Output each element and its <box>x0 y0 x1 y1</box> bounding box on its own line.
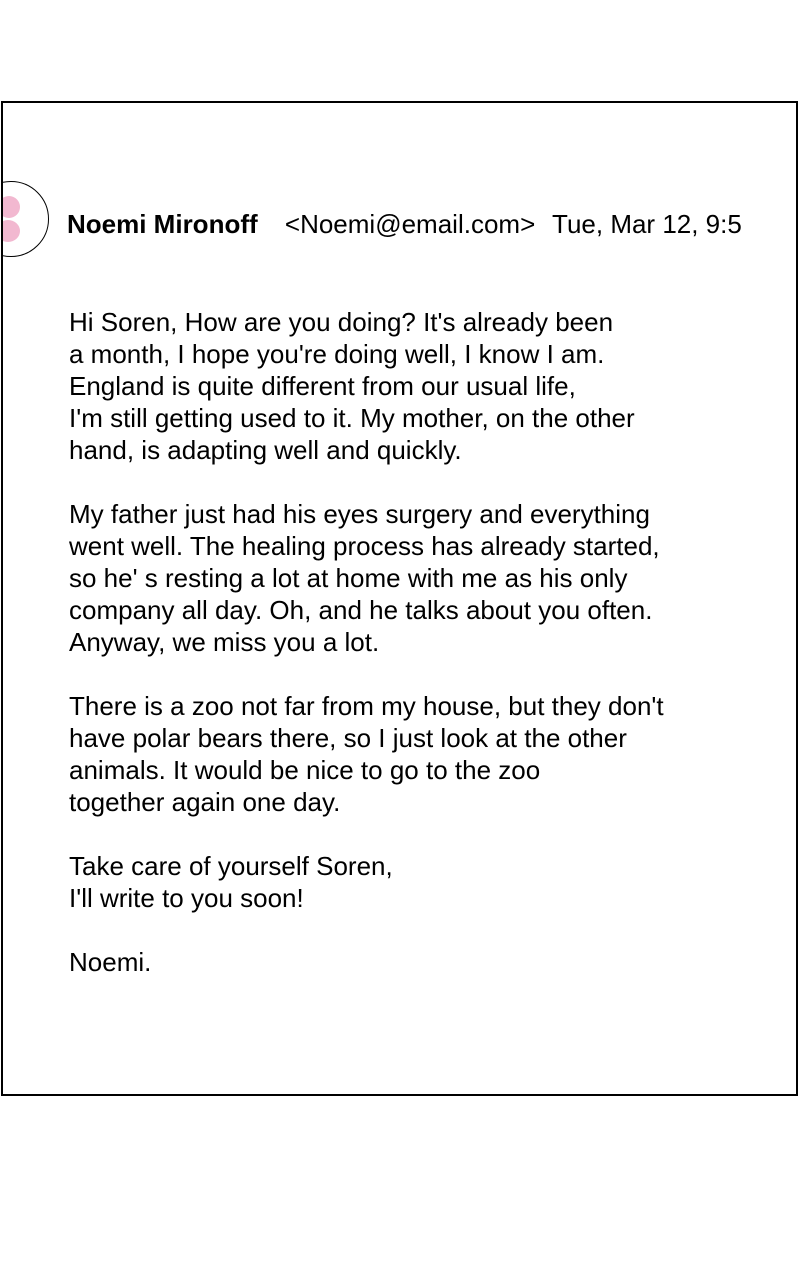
avatar-shape <box>1 220 20 242</box>
avatar-shape <box>1 196 20 218</box>
email-line: There is a zoo not far from my house, but they don't <box>69 691 664 721</box>
email-line: Take care of yourself Soren, <box>69 851 393 881</box>
email-line: so he' s resting a lot at home with me as his only <box>69 563 628 593</box>
email-signature <box>69 946 789 978</box>
email-paragraph <box>69 850 789 914</box>
sender-name[interactable]: Noemi Mironoff <box>67 209 258 239</box>
email-paragraph <box>69 690 789 818</box>
email-line: Hi Soren, How are you doing? It's already been <box>69 307 614 337</box>
email-line: animals. It would be nice to go to the zoo <box>69 755 541 785</box>
email-line: have polar bears there, so I just look at the other <box>69 723 627 753</box>
email-line: together again one day. <box>69 787 341 817</box>
email-body <box>69 306 789 1010</box>
email-line: company all day. Oh, and he talks about you often. <box>69 595 653 625</box>
sender-email[interactable]: <Noemi@email.com> <box>284 209 536 239</box>
email-line: My father just had his eyes surgery and everything <box>69 499 650 529</box>
email-paragraph <box>69 498 789 658</box>
email-line: Anyway, we miss you a lot. <box>69 627 380 657</box>
email-line: Noemi. <box>69 947 152 977</box>
sender-avatar[interactable] <box>1 181 49 257</box>
email-line: went well. The healing process has already started, <box>69 531 660 561</box>
email-line: hand, is adapting well and quickly. <box>69 435 462 465</box>
email-paragraph <box>69 306 789 466</box>
email-line: a month, I hope you're doing well, I know I am. <box>69 339 605 369</box>
email-header <box>67 209 742 239</box>
email-date: Tue, Mar 12, 9:5 <box>552 209 742 239</box>
email-line: I'll write to you soon! <box>69 883 304 913</box>
email-line: England is quite different from our usual life, <box>69 371 576 401</box>
email-line: I'm still getting used to it. My mother, on the other <box>69 403 635 433</box>
email-message <box>1 101 798 1096</box>
